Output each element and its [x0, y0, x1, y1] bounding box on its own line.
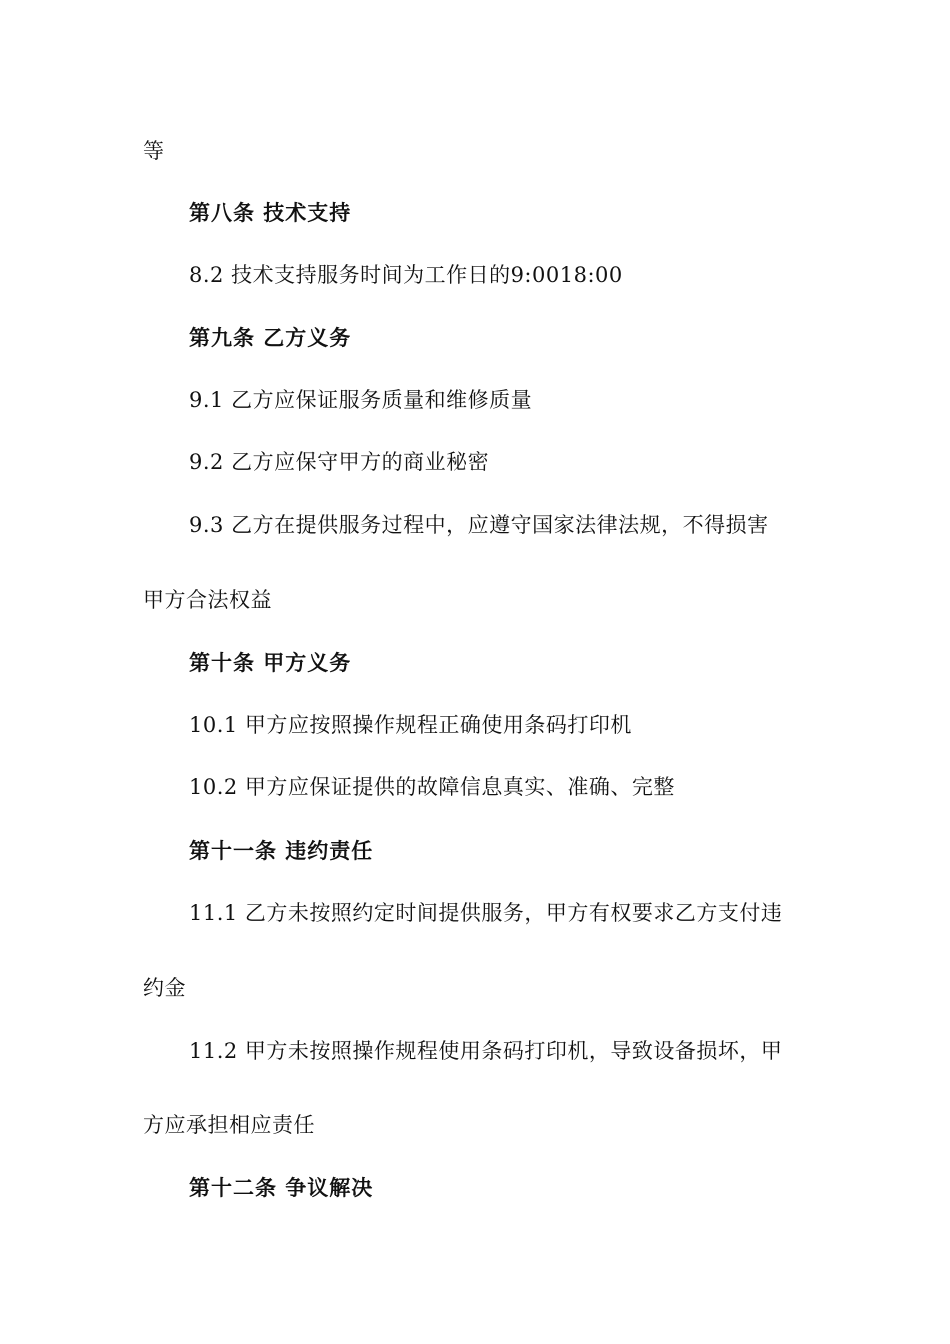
clause-10-2: 10.2 甲方应保证提供的故障信息真实、准确、完整: [189, 775, 675, 799]
clause-11-1-line-1: 11.1 乙方未按照约定时间提供服务，甲方有权要求乙方支付违: [189, 901, 783, 925]
article-11-heading: 第十一条 违约责任: [189, 839, 374, 863]
article-10-heading: 第十条 甲方义务: [189, 651, 352, 675]
clause-9-3-line-1: 9.3 乙方在提供服务过程中，应遵守国家法律法规，不得损害: [189, 513, 769, 537]
article-9-heading: 第九条 乙方义务: [189, 326, 352, 350]
clause-9-3-line-2: 甲方合法权益: [143, 588, 272, 612]
paragraph-continuation-text: 等: [143, 139, 165, 163]
clause-9-1: 9.1 乙方应保证服务质量和维修质量: [189, 388, 533, 412]
article-12-heading: 第十二条 争议解决: [189, 1176, 374, 1200]
clause-11-1-line-2: 约金: [143, 976, 186, 1000]
article-8-heading: 第八条 技术支持: [189, 201, 352, 225]
clause-9-2: 9.2 乙方应保守甲方的商业秘密: [189, 450, 490, 474]
clause-11-2-line-1: 11.2 甲方未按照操作规程使用条码打印机，导致设备损坏，甲: [189, 1039, 783, 1063]
clause-11-2-line-2: 方应承担相应责任: [143, 1113, 315, 1137]
clause-8-2: 8.2 技术支持服务时间为工作日的9:0018:00: [189, 263, 623, 287]
clause-10-1: 10.1 甲方应按照操作规程正确使用条码打印机: [189, 713, 632, 737]
